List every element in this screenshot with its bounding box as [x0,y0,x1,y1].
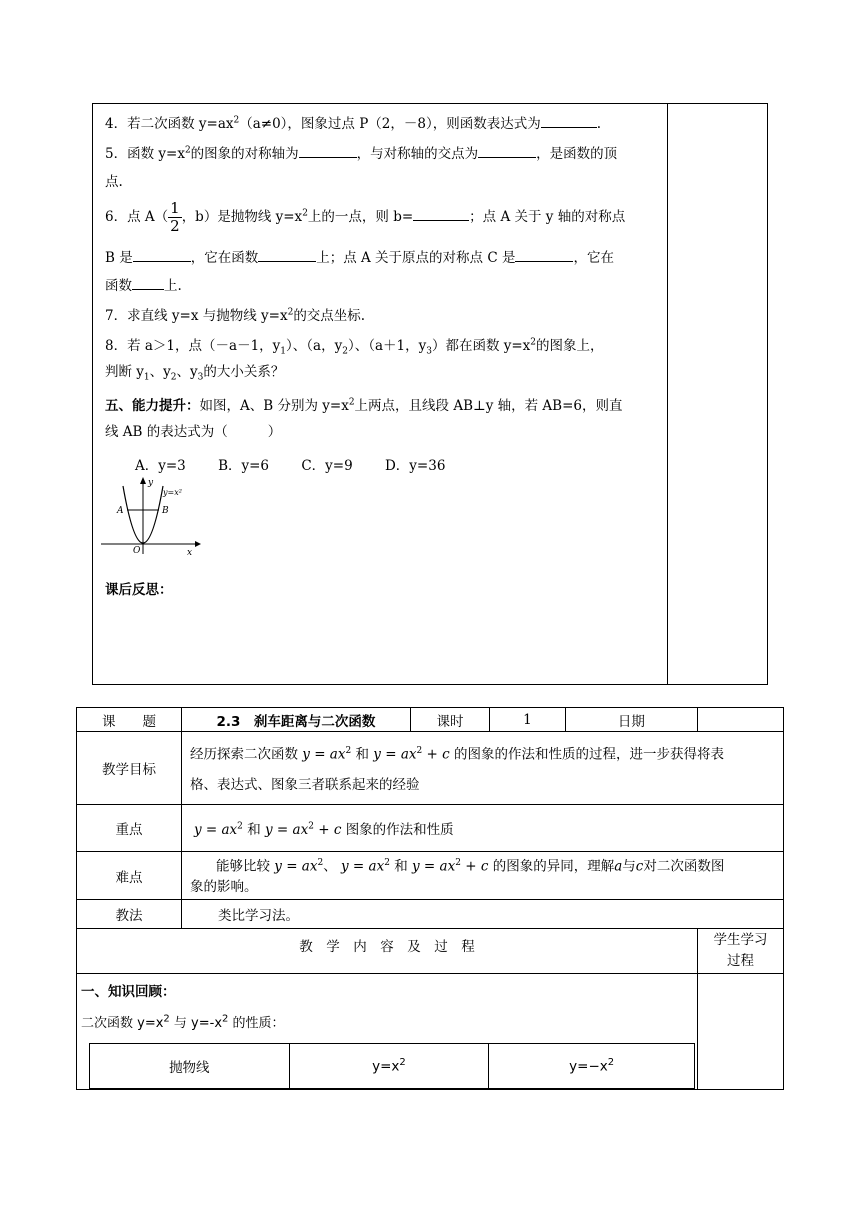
y-neg-x2-header: $y=-x^2$ [489,1044,695,1089]
student-process-header: 学生学习 过程 [697,929,783,974]
period-label: 课时 [410,708,489,732]
answer-blank[interactable] [132,289,164,290]
method-row [77,900,784,929]
graph-label-a: A [117,506,124,516]
content-header-row [77,929,784,974]
lesson-plan-table [76,707,784,1090]
ability-question-line2: 线 AB 的表达式为（ ） [105,424,282,440]
question-4: 4．若二次函数 $y=ax^2(a\ne 0)$，图象过点 P（2，－8），则函数表达式为 . [105,115,602,132]
question-6-line2: B 是 ，它在函数 上；点 A 关于原点的对称点 C 是 ，它在 [105,250,614,266]
difficulty-text: 能够比较 $y = ax^2$、 $y = ax^2$ 和 $y = ax^2 + c$ 的图象的异同，理解a与c对二次函数图 象的影响。 [181,852,783,900]
difficulty-row [77,852,784,900]
review-title: 一、知识回顾： [81,984,176,1000]
side-column-divider [667,104,668,684]
topic-value: 2.3 刹车距离与二次函数 [181,708,410,732]
difficulty-label: 难点 [77,852,182,900]
reflection-title: 课后反思： [105,582,173,598]
graph-label-y: y [148,478,154,488]
answer-blank[interactable] [413,220,469,221]
review-cell [77,974,698,1090]
answer-blank[interactable] [258,261,316,262]
key-row [77,805,784,852]
graph-label-curve: y=x² [163,488,182,497]
choices [135,454,473,474]
key-text: $y = ax^2$ 和 $y = ax^2 + c$ 图象的作法和性质 [181,805,783,852]
properties-table [89,1043,695,1089]
choice-c[interactable]: C．y=9 [301,458,353,474]
parabola-header: 抛物线 [90,1044,290,1089]
question-6-line3: 函数 上. [105,278,182,294]
x-axis-arrow [195,541,201,547]
choice-d[interactable]: D．y=36 [384,458,446,474]
topic-label: 课 题 [77,708,182,732]
question-5: 5．函数 $y=x^2$的图象的对称轴为 ，与对称轴的交点为 ，是函数的顶 [105,145,618,162]
question-6: 6．点 A（ $\frac{1}{2}$ ，b）是抛物线 $y=x^2$上的一点，则 b= ；点 A 关于 y 轴的对称点 [105,199,626,235]
graph-label-b: B [162,506,169,516]
review-text: 二次函数 $y=x^2$ 与 $y=-x^2$ 的性质： [81,1013,285,1031]
answer-blank[interactable] [515,261,573,262]
student-process-cell [697,974,783,1090]
answer-blank[interactable] [541,127,597,128]
objective-text: 经历探索二次函数 $y = ax^2$ 和 $y = ax^2 + c$ 的图象的作法和性质的过程，进一步获得将表 格、表达式、图象三者联系起来的经验 [181,732,783,805]
answer-blank[interactable] [478,157,536,158]
review-row [77,974,784,1090]
answer-blank[interactable] [133,261,191,262]
y-axis-arrow [140,477,146,484]
fraction: $\frac{1}{2}$ [170,199,180,235]
choice-b[interactable]: B．y=6 [218,458,270,474]
ability-question: 五、能力提升：如图，A、B 分别为 $y=x^2$上两点，且线段 AB⊥y 轴，若 AB=6，则直 [105,397,623,414]
question-8-line2: 判断 $y_1$、$y_2$、$y_3$的大小关系？ [105,364,285,383]
parabola-graph [99,474,203,556]
question-7: 7．求直线 y=x 与抛物线 $y=x^2$的交点坐标. [105,307,366,324]
period-value: 1 [489,708,565,732]
choice-a[interactable]: A．y=3 [135,458,186,474]
graph-label-o: O [133,546,141,556]
header-row [77,708,784,732]
objective-row [77,732,784,805]
answer-blank[interactable] [299,157,357,158]
objective-label: 教学目标 [77,732,182,805]
content-header: 教 学 内 容 及 过 程 [77,929,698,974]
date-label: 日期 [565,708,697,732]
date-value [697,708,783,732]
method-text: 类比学习法。 [181,900,783,929]
method-label: 教法 [77,900,182,929]
y-x2-header: $y=x^2$ [289,1044,489,1089]
question-8: 8．若 a＞1，点（－a－1，$y_1$）、（a，$y_2$）、（a＋1，$y_3$）都在函数 $y=x^2$的图象上， [105,337,604,357]
exercise-box [92,103,768,685]
graph-label-x: x [187,548,193,556]
key-label: 重点 [77,805,182,852]
question-5-cont: 点. [105,174,123,190]
